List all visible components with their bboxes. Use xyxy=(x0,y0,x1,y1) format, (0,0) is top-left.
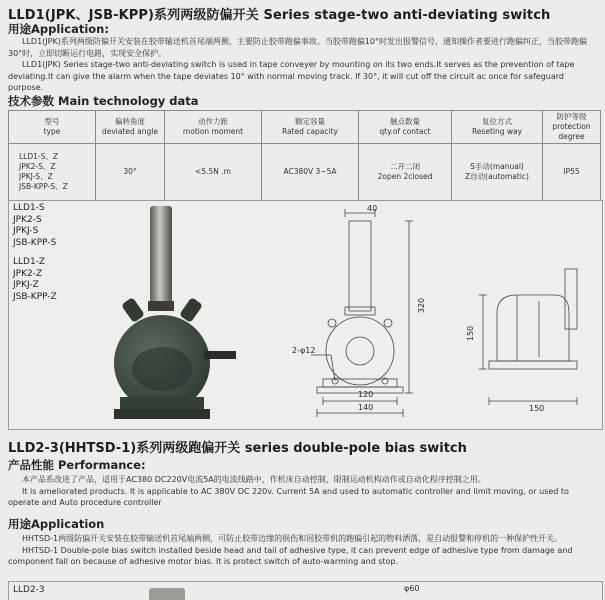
application2-text xyxy=(8,533,598,568)
header-cell: 型号 type xyxy=(9,111,96,144)
model-item: LLD1-Z xyxy=(13,257,46,267)
dim-side-width: 150 xyxy=(529,404,545,413)
switch-photo xyxy=(104,201,279,427)
model-item: LLD1-S xyxy=(13,203,45,213)
header-cell: 额定容量 Rated capacity xyxy=(262,111,359,144)
application-heading: 用途Application: xyxy=(8,22,109,36)
application2-heading: 用途Application xyxy=(8,517,105,531)
dim-height: 320 xyxy=(417,297,427,314)
performance-en: It is ameliorated products. It is applicable to AC 380V DC 220v. Current 5A and used to automatic controller and limit moving, or used to operate and Auto procedure controller xyxy=(8,486,569,507)
application-en: LLD1(JPK) Series stage-two anti-deviating switch is used in tape conveyer by mounting on its two ends.It serves as the prevention of tape deviating.It can give the alarm when the tape deviates 10° with normal moving track. If 30°, it will cut off the circuit ac once for safeguard purpose. xyxy=(8,60,575,92)
model-item: JSB-KPP-S xyxy=(13,237,57,248)
protection-cell: IP55 xyxy=(543,144,601,201)
model-item: JPKJ-Z xyxy=(13,280,39,290)
performance-heading: 产品性能 Performance: xyxy=(8,458,146,472)
model-item: JPK2-S xyxy=(13,214,42,225)
model-list xyxy=(13,203,57,303)
performance-cn: 本产品系改进了产品，适用于AC380 DC220V电流5A的电流线路中，作机床自动控制，限制运动机构动作或自动化程序控制之用。 xyxy=(22,475,486,484)
angle-cell: 30° xyxy=(96,144,165,201)
table-row xyxy=(9,144,601,201)
application-cn: LLD1(JPK)系列两级防偏开关安装在胶带输送机首尾端两侧，主要防止胶带跑偏事故。当胶带跑偏10°时发出报警信号，通知操作者要进行跑偏纠正，当胶带跑偏30°时，立即切断运行电路，实现安全保护。 xyxy=(8,37,588,58)
header-cell: 防护等级 protection degree xyxy=(543,111,601,144)
lld2-panel xyxy=(8,581,603,600)
application-text xyxy=(8,36,598,94)
side-view-drawing xyxy=(477,261,589,421)
spec-table xyxy=(8,110,601,201)
section1-title: LLD1(JPK、JSB-KPP)系列两级防偏开关 Series stage-two anti-deviating switch xyxy=(8,8,551,23)
dim-base-outer: 140 xyxy=(358,403,374,412)
header-cell: 偏转角度 deviated angle xyxy=(96,111,165,144)
section2-title: LLD2-3(HHTSD-1)系列两级跑偏开关 series double-pole bias switch xyxy=(8,441,467,456)
lld2-model-label: LLD2-3 xyxy=(13,585,45,595)
lld2-dim: φ60 xyxy=(404,584,420,593)
header-cell: 触点数量 qty.of contact xyxy=(359,111,452,144)
contact-cell: 二开二闭 2open 2closed xyxy=(359,144,452,201)
application2-en: HHTSD-1 Double-pole bias switch installed beside head and tail of adhesive type, it can prevent edge of adhesive type from damage and component fall on because of adhesive motor bias. It is protect switch of auto-warming and stop. xyxy=(8,545,573,566)
dim-base-inner: 120 xyxy=(358,390,374,399)
application2-cn: HHTSD-1两级防偏开关安装在胶带输送机首尾端两侧，可防止胶带边缘的损伤和因胶带机的跑偏引起的物料洒落，是自动报警和停机的一种保护性开关。 xyxy=(22,534,563,543)
product-panel xyxy=(8,200,603,430)
model-item: JSB-KPP-Z xyxy=(13,291,57,302)
lld2-photo xyxy=(149,588,185,600)
model-item: JPK2-Z xyxy=(13,268,43,279)
table-header-row xyxy=(9,111,601,144)
model-cell: LLD1-S、Z JPK2-S、Z JPKJ-S、Z JSB-KPP-S、Z xyxy=(9,144,96,201)
reset-cell: S手动(manual) Z自动(automatic) xyxy=(452,144,543,201)
dim-holes: 2-φ12 xyxy=(292,346,316,355)
header-cell: 动作力距 motion moment xyxy=(165,111,262,144)
moment-cell: <5.5N .m xyxy=(165,144,262,201)
dim-side-height: 150 xyxy=(466,325,476,342)
capacity-cell: AC380V 3~5A xyxy=(262,144,359,201)
header-cell: 复位方式 Reseting way xyxy=(452,111,543,144)
model-item: JPKJ-S xyxy=(13,226,39,236)
performance-text xyxy=(8,474,598,509)
tech-heading: 技术参数 Main technology data xyxy=(8,94,199,108)
dim-top-width: 40 xyxy=(367,204,378,213)
